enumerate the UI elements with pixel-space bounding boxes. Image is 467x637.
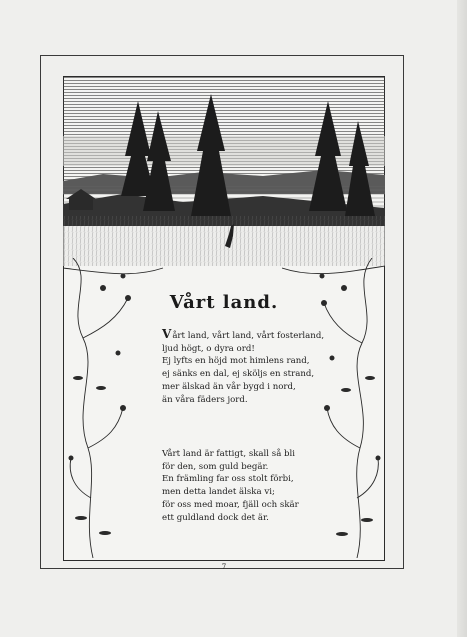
landscape-engraving	[63, 76, 385, 266]
stanza-2-line-4: men detta landet älska vi;	[162, 487, 275, 498]
poem-title: Vårt land.	[169, 292, 279, 313]
stanza-2-line-1: Vårt land är fattigt, skall så bli	[162, 449, 296, 459]
stanza-1	[162, 328, 362, 406]
stanza-1-line-2: ljud högt, o dyra ord!	[162, 343, 255, 354]
page-number: 7	[221, 563, 227, 571]
stanza-1-line-6: än våra fäders jord.	[162, 394, 248, 405]
stanza-1-line-5: mer älskad än vår bygd i nord,	[162, 381, 296, 392]
stanza-2-line-3: En främling far oss stolt förbi,	[162, 474, 294, 485]
stanza-2-line-2: för den, som guld begär.	[162, 461, 269, 472]
stanza-2-line-6: ett guldland dock det är.	[162, 512, 269, 523]
scan-edge	[457, 0, 467, 637]
stanza-1-line-3: Ej lyfts en höjd mot himlens rand,	[162, 356, 310, 367]
stanza-1-line-1	[162, 328, 362, 343]
stanza-2	[162, 448, 362, 524]
drop-cap-letter: V	[162, 327, 172, 341]
stanza-2-line-5: för oss med moar, fjäll och skär	[162, 499, 299, 510]
stanza-1-line-1-text: årt land, vårt land, vårt fosterland,	[172, 331, 325, 341]
stanza-1-line-4: ej sänks en dal, ej sköljs en strand,	[162, 369, 315, 380]
